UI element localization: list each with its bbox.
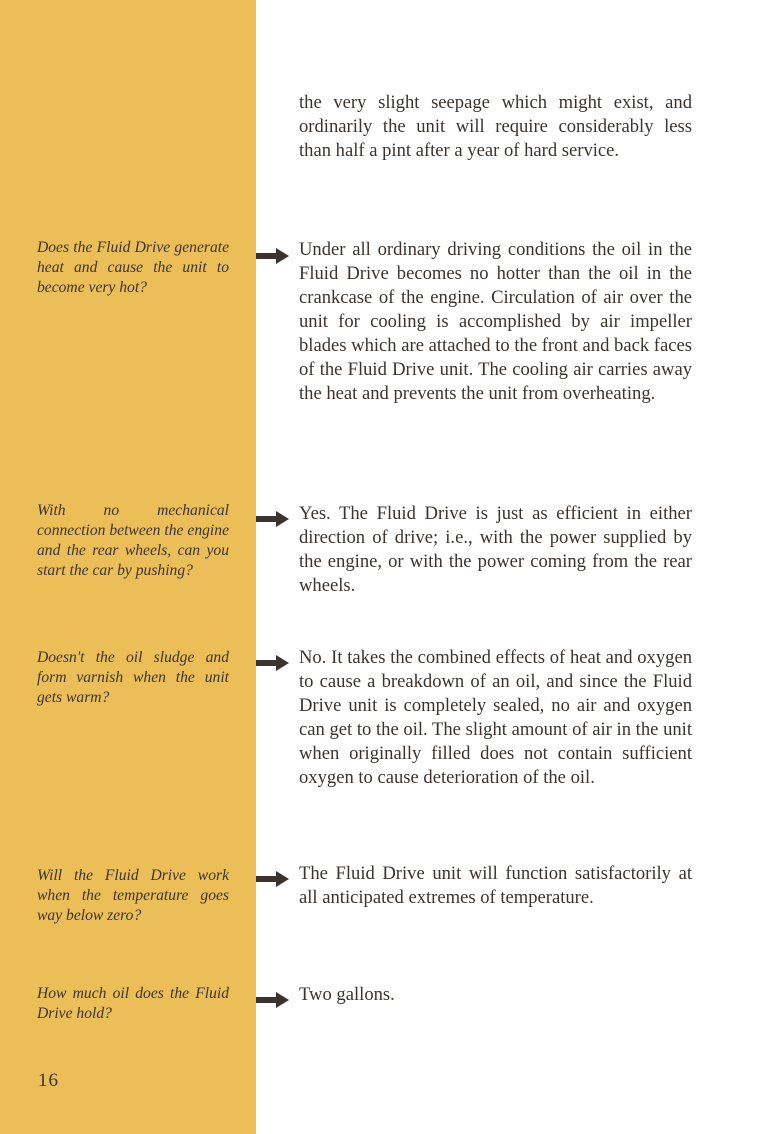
right-arrow-icon (256, 510, 289, 528)
right-arrow-icon (256, 247, 289, 265)
page-number: 16 (38, 1070, 59, 1091)
answer-sludge: No. It takes the combined effects of heat and oxygen to cause a breakdown of an oil, and since the Fluid Drive unit is completely sealed, no air and oxygen can get to the oil. The slight amount of air in the unit when originally filled does not contain sufficient oxygen to cause deterioration of the oil. (299, 647, 692, 788)
answer-pushing: Yes. The Fluid Drive is just as efficient in either direction of drive; i.e., with the power supplied by the engine, or with the power coming from the rear wheels. (299, 503, 692, 596)
right-arrow-icon (256, 654, 289, 672)
question-heat: Does the Fluid Drive generate heat and cause the unit to become very hot? (37, 239, 229, 296)
question-pushing: With no mechanical connection between the engine and the rear wheels, can you start the car by pushing? (37, 502, 229, 579)
question-oil-capacity: How much oil does the Fluid Drive hold? (37, 985, 229, 1022)
answer-heat: Under all ordinary driving conditions the oil in the Fluid Drive becomes no hotter than the oil in the crankcase of the engine. Circulation of air over the unit for cooling is accomplished by air impeller blades which are attached to the front and back faces of the Fluid Drive unit. The cooling air carries away the heat and prevents the unit from overheating. (299, 239, 692, 404)
question-temperature: Will the Fluid Drive work when the temperature goes way below zero? (37, 867, 229, 924)
right-arrow-icon (256, 870, 289, 888)
question-sludge: Doesn't the oil sludge and form varnish when the unit gets warm? (37, 649, 229, 706)
answer-temperature: The Fluid Drive unit will function satisfactorily at all anticipated extremes of temperature. (299, 863, 692, 908)
intro-paragraph: the very slight seepage which might exist, and ordinarily the unit will require considerably less than half a pint after a year of hard service. (299, 92, 692, 161)
answer-oil-capacity: Two gallons. (299, 984, 395, 1005)
right-arrow-icon (256, 991, 289, 1009)
